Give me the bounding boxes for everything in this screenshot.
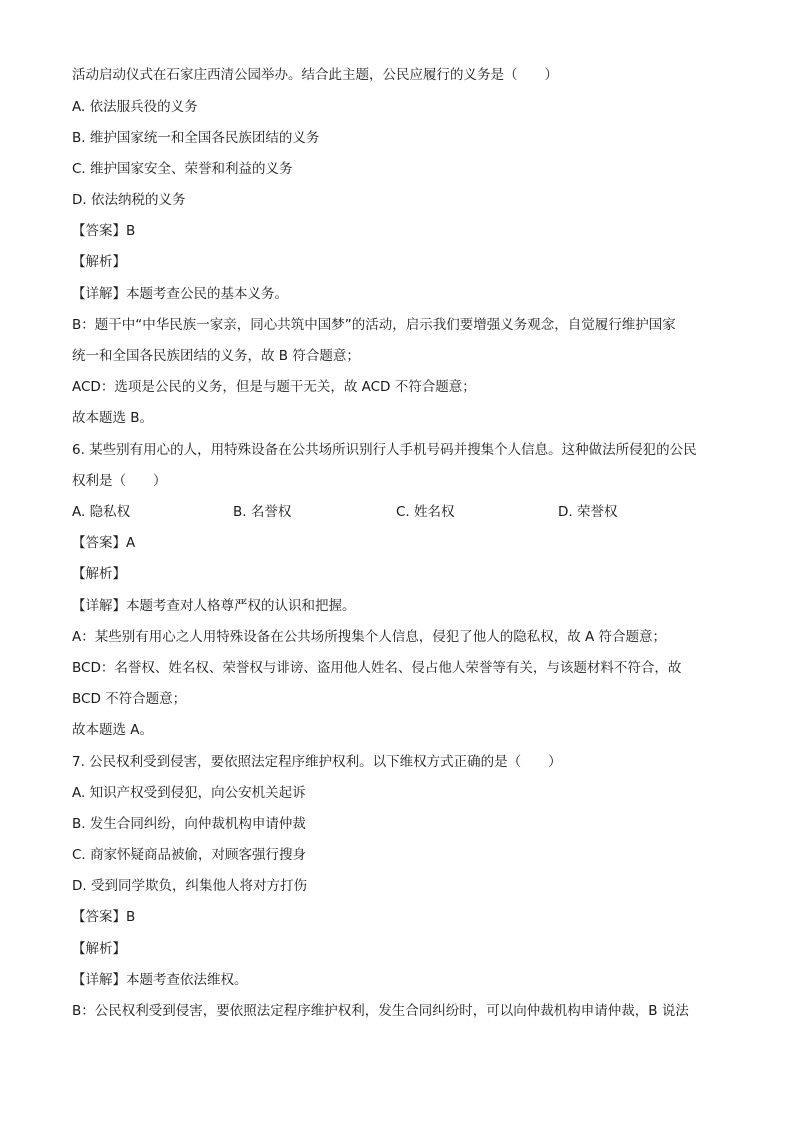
q5-stem: 活动启动仪式在石家庄西清公园举办。结合此主题，公民应履行的义务是（ ） [72,67,558,83]
q6-option-c: C. 姓名权 [396,504,455,520]
q7-option-b: B. 发生合同纠纷，向仲裁机构申请仲裁 [72,816,306,832]
q7-option-d: D. 受到同学欺负，纠集他人将对方打伤 [72,878,307,894]
q5-explain-b-line2: 统一和全国各民族团结的义务，故 B 符合题意； [72,348,360,364]
q5-explain-acd: ACD：选项是公民的义务，但是与题干无关，故 ACD 不符合题意； [72,379,476,395]
q6-explain-bcd-line2: BCD 不符合题意； [72,691,187,707]
q6-detail: 【详解】本题考查对人格尊严权的认识和把握。 [72,598,356,614]
q5-option-b: B. 维护国家统一和全国各民族团结的义务 [72,130,320,146]
q6-explain-a: A：某些别有用心之人用特殊设备在公共场所搜集个人信息，侵犯了他人的隐私权，故 A 符合题意； [72,629,667,645]
q7-analysis-label: 【解析】 [72,941,126,957]
q6-option-b: B. 名誉权 [233,504,292,520]
q7-option-c: C. 商家怀疑商品被偷，对顾客强行搜身 [72,847,307,863]
q5-option-a: A. 依法服兵役的义务 [72,99,198,115]
q7-answer: 【答案】B [72,909,136,925]
q5-explain-b-line1: B：题干中“中华民族一家亲，同心共筑中国梦”的活动，启示我们要增强义务观念，自觉履行维护国家 [72,317,676,333]
q6-stem-line2: 权利是（ ） [72,473,167,489]
q7-option-a: A. 知识产权受到侵犯，向公安机关起诉 [72,785,306,801]
q5-option-c: C. 维护国家安全、荣誉和利益的义务 [72,161,293,177]
q5-option-d: D. 依法纳税的义务 [72,192,186,208]
q6-conclusion: 故本题选 A。 [72,722,154,738]
q6-option-a: A. 隐私权 [72,504,131,520]
q7-stem: 7. 公民权利受到侵害，要依照法定程序维护权利。以下维权方式正确的是（ ） [72,754,562,770]
q6-analysis-label: 【解析】 [72,566,126,582]
q6-answer: 【答案】A [72,535,136,551]
q6-explain-bcd-line1: BCD：名誉权、姓名权、荣誉权与诽谤、盗用他人姓名、侵占他人荣誉等有关，与该题材料不符合，故 [72,660,682,676]
q6-stem-line1: 6. 某些别有用心的人，用特殊设备在公共场所识别行人手机号码并搜集个人信息。这种做法所侵犯的公民 [72,442,697,458]
q7-explain-b: B：公民权利受到侵害，要依照法定程序维护权利，发生合同纠纷时，可以向仲裁机构申请仲裁，B 说法 [72,1003,689,1019]
q5-conclusion: 故本题选 B。 [72,410,154,426]
q5-answer: 【答案】B [72,223,136,239]
q5-analysis-label: 【解析】 [72,254,126,270]
q7-detail: 【详解】本题考查依法维权。 [72,972,248,988]
q6-option-d: D. 荣誉权 [558,504,618,520]
q5-detail: 【详解】本题考查公民的基本义务。 [72,286,288,302]
